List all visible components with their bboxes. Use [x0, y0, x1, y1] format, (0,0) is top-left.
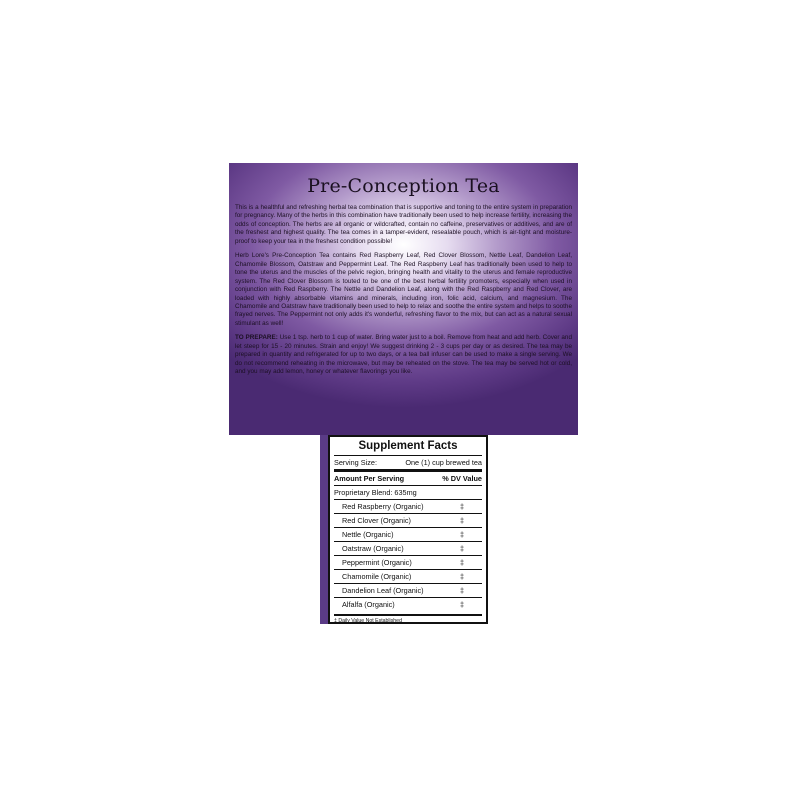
- dv-symbol: ‡: [459, 558, 464, 567]
- proprietary-blend-row: [334, 486, 482, 500]
- ingredients-paragraph: Herb Lore's Pre-Conception Tea contains Red Raspberry Leaf, Red Clover Blossom, Nettle Leaf, Dandelion Leaf, Chamomile Blossom, Oatstraw and Peppermint Leaf. The Red Raspberry Leaf has traditionally been used to help to tone the uterus and the muscles of the pelvic region, bringing health and vitality to the uterus and female reproductive system. The Red Clover Blossom is touted to be one of the best herbal fertility promoters, especially when used in conjunction with Red Raspberry. The Nettle and Dandelion Leaf, along with the Red Raspberry and Red Clover, are loaded with highly absorbable vitamins and minerals, including iron, folic acid, calcium, and magnesium. The Chamomile and Oatstraw have traditionally been used to help to relax and soothe the entire system and helps to soothe frayed nerves. The Peppermint not only adds it's wonderful, refreshing flavor to the mix, but can act as a natural sexual stimulant as well!: [235, 252, 572, 327]
- dv-symbol: ‡: [459, 530, 464, 539]
- dv-symbol: ‡: [459, 502, 464, 511]
- ingredient-name: Nettle (Organic): [342, 530, 394, 539]
- dv-header: % DV Value: [442, 474, 482, 483]
- ingredient-row: [334, 598, 482, 611]
- dv-symbol: ‡: [459, 586, 464, 595]
- ingredient-name: Oatstraw (Organic): [342, 544, 404, 553]
- ingredient-name: Red Clover (Organic): [342, 516, 411, 525]
- daily-value-footnote: ‡ Daily Value Not Established: [334, 614, 482, 624]
- ingredient-name: Peppermint (Organic): [342, 558, 412, 567]
- dv-symbol: ‡: [459, 600, 464, 609]
- tea-label-panel: [229, 163, 578, 435]
- ingredient-row: [334, 500, 482, 514]
- ingredient-name: Dandelion Leaf (Organic): [342, 586, 424, 595]
- serving-size-row: [334, 456, 482, 472]
- supplement-facts-panel: [328, 435, 488, 624]
- amount-header-row: [334, 472, 482, 486]
- dv-symbol: ‡: [459, 572, 464, 581]
- dv-symbol: ‡: [459, 516, 464, 525]
- prepare-paragraph: [235, 334, 572, 376]
- description-paragraph: This is a healthful and refreshing herbal tea combination that is supportive and toning to the entire system in preparation for pregnancy. Many of the herbs in this combination have traditionally been used to help increase fertility, increasing the odds of conception. The herbs are all organic or wildcrafted, contain no caffeine, preservatives or additives, and are of the freshest and highest quality. The tea comes in a tamper-evident, resealable pouch, which is air-tight and moisture-proof to keep your tea in the freshest condition possible!: [235, 204, 572, 245]
- ingredient-row: [334, 584, 482, 598]
- proprietary-blend: Proprietary Blend: 635mg: [334, 488, 417, 497]
- serving-size-value: One (1) cup brewed tea: [405, 458, 482, 467]
- facts-title: Supplement Facts: [334, 440, 482, 456]
- serving-size-label: Serving Size:: [334, 458, 377, 467]
- label-body: [235, 204, 572, 383]
- ingredient-row: [334, 556, 482, 570]
- dv-symbol: ‡: [459, 544, 464, 553]
- ingredient-list: [334, 500, 482, 611]
- ingredient-name: Red Raspberry (Organic): [342, 502, 424, 511]
- ingredient-row: [334, 570, 482, 584]
- ingredient-row: [334, 514, 482, 528]
- ingredient-row: [334, 528, 482, 542]
- amount-per-serving-label: Amount Per Serving: [334, 474, 405, 483]
- ingredient-row: [334, 542, 482, 556]
- prepare-text: Use 1 tsp. herb to 1 cup of water. Bring water just to a boil. Remove from heat and add herb. Cover and let steep for 15 - 20 minutes. Strain and enjoy! We suggest drinking 2 - 3 cups per day or as desired. The tea may be prepared in quantity and refrigerated for up to two days, or a tea ball infuser can be used to make a single serving. We do not recommend reheating in the microwave, but may be reheated on the stove. The tea may be served hot or cold, and you may add lemon, honey or whatever flavorings you like.: [235, 334, 572, 376]
- ingredient-name: Chamomile (Organic): [342, 572, 412, 581]
- prepare-heading: TO PREPARE:: [235, 334, 278, 342]
- ingredient-name: Alfalfa (Organic): [342, 600, 395, 609]
- label-title: Pre-Conception Tea: [307, 175, 500, 197]
